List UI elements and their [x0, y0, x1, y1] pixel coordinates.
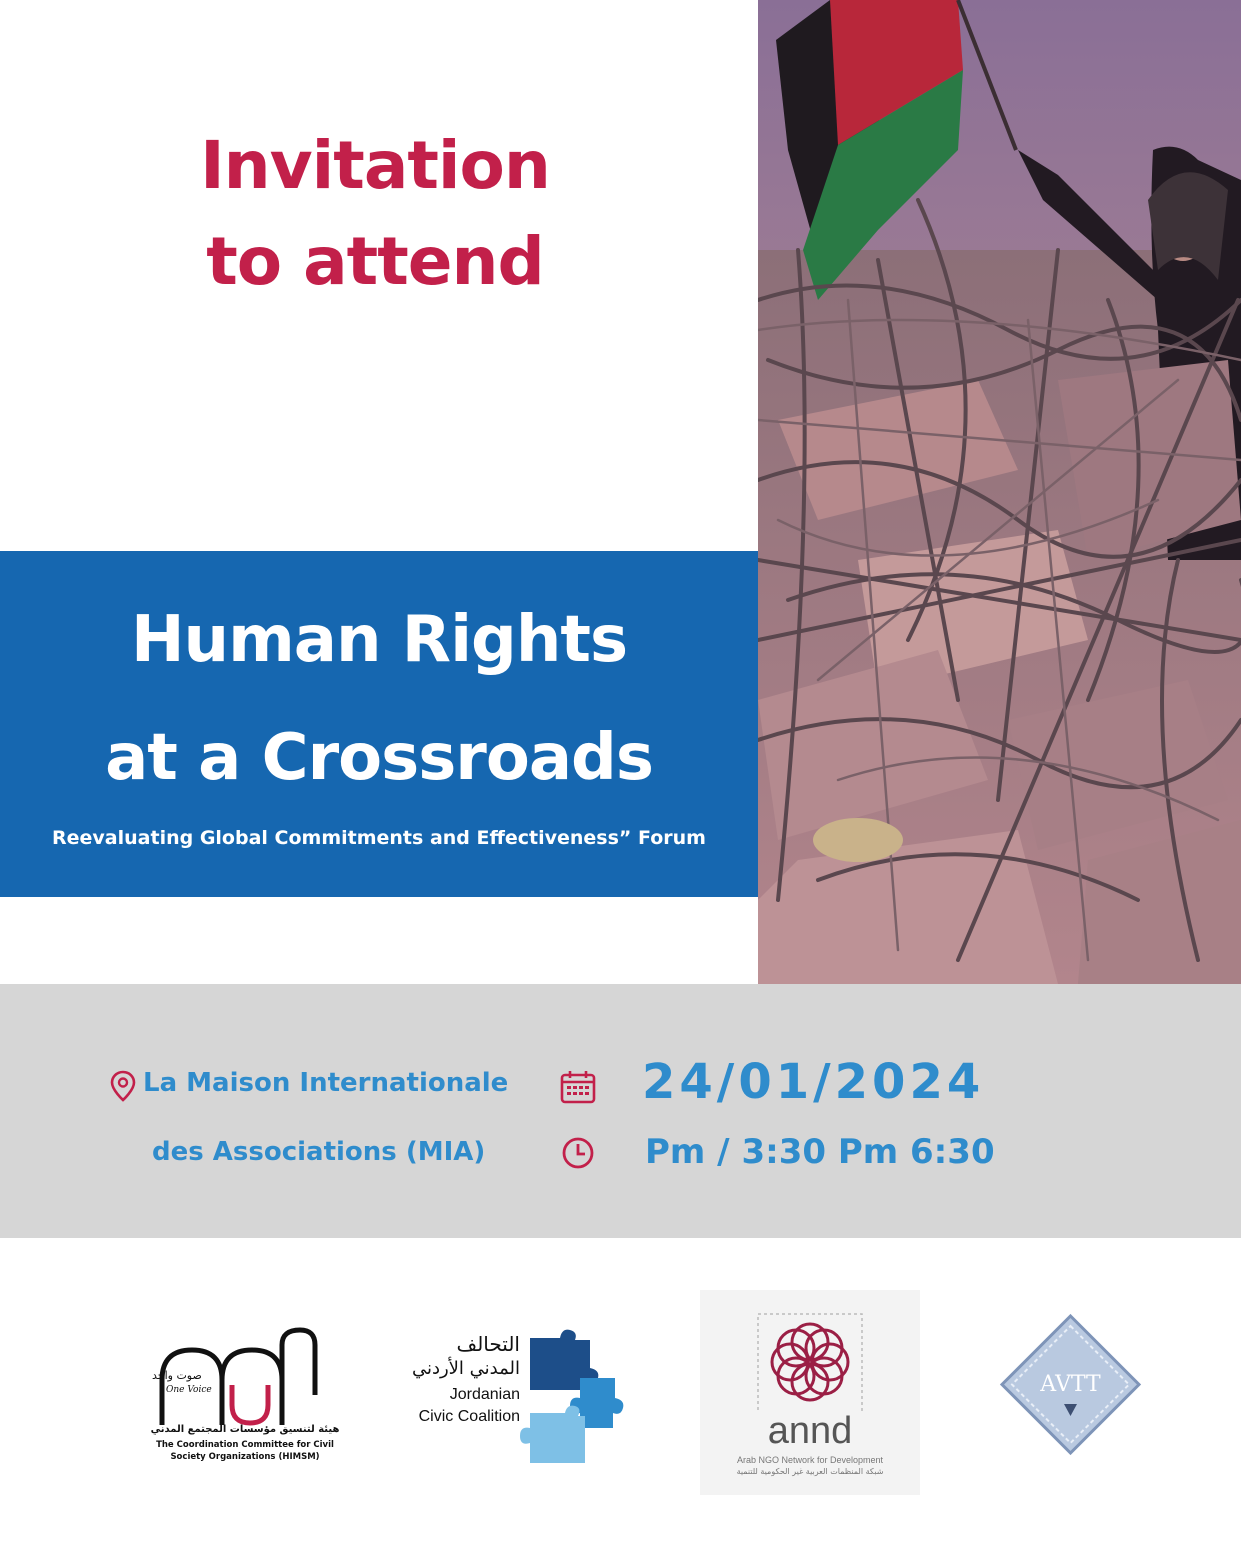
location-line-2: des Associations (MIA)	[152, 1137, 486, 1167]
invitation-line-2: to attend	[206, 223, 544, 300]
himsm-arabic-org: هيئة لتنسيق مؤسسات المجتمع المدني	[150, 1424, 340, 1435]
location-line-1: La Maison Internationale	[143, 1068, 509, 1098]
event-time: Pm / 3:30 Pm 6:30	[645, 1132, 995, 1172]
puzzle-pieces-icon	[520, 1328, 630, 1468]
location-pin-icon	[110, 1070, 136, 1102]
event-subtitle: Reevaluating Global Commitments and Effectiveness” Forum	[52, 827, 706, 849]
annd-name: annd	[767, 1410, 853, 1452]
calendar-icon	[560, 1070, 596, 1104]
jcc-name-line-2: Civic Coalition	[418, 1408, 520, 1425]
annd-english-name: Arab NGO Network for Development	[736, 1455, 884, 1465]
annd-logo	[700, 1290, 920, 1495]
jcc-name-line-1: Jordanian	[449, 1386, 520, 1403]
jcc-arabic-line-1: التحالف	[456, 1332, 520, 1356]
event-details-bar	[0, 984, 1241, 1238]
event-date: 24/01/2024	[642, 1054, 985, 1110]
title-band	[0, 551, 758, 897]
himsm-name-line-1: The Coordination Committee for Civil	[156, 1440, 334, 1450]
himsm-english-name: One Voice	[166, 1385, 212, 1395]
avtt-logo	[998, 1312, 1143, 1457]
jcc-arabic-line-2: المدني الأردني	[411, 1358, 520, 1379]
invitation-line-1: Invitation	[200, 127, 550, 204]
rubble-flag-photo	[758, 0, 1241, 984]
event-title-line-1: Human Rights	[130, 603, 628, 677]
invitation-heading	[150, 118, 600, 310]
jordanian-civic-coalition-logo	[395, 1328, 630, 1468]
himsm-logo	[150, 1325, 340, 1475]
himsm-name-line-2: Society Organizations (HIMSM)	[170, 1452, 320, 1462]
annd-flower-icon	[700, 1302, 920, 1412]
clock-icon	[561, 1136, 595, 1170]
himsm-arabic-name: صوت واحد	[152, 1369, 202, 1382]
avtt-name: AVTT	[1040, 1372, 1101, 1397]
event-title-line-2: at a Crossroads	[105, 721, 653, 795]
annd-arabic-name: شبكة المنظمات العربية غير الحكومية للتنمية	[736, 1467, 884, 1476]
